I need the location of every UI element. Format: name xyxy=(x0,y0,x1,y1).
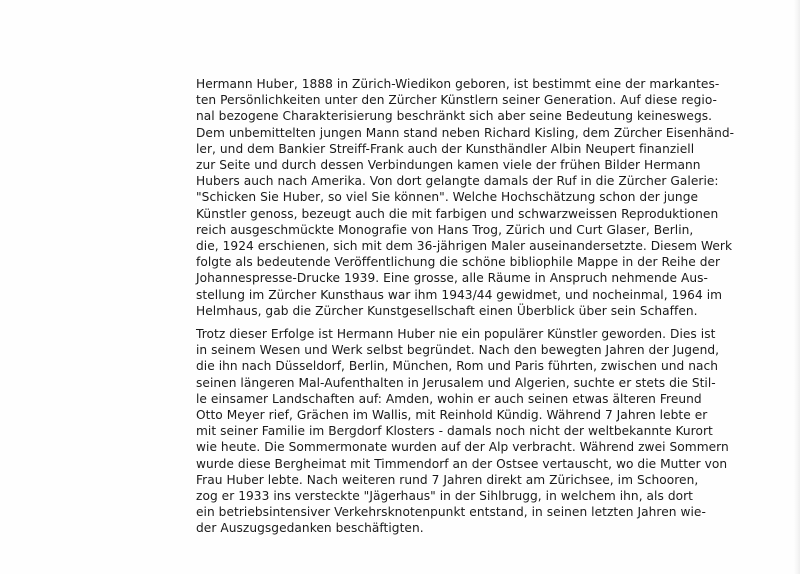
text-line: Otto Meyer rief, Grächen im Wallis, mit Reinhold Kündig. Während 7 Jahren lebte er xyxy=(196,408,708,423)
text-line: wie heute. Die Sommermonate wurden auf der Alp verbracht. Während zwei Sommern xyxy=(196,440,729,455)
text-line: ein betriebsintensiver Verkehrsknotenpunkt entstand, in seinen letzten Jahren wie- xyxy=(196,505,706,520)
text-line: ten Persönlichkeiten unter den Zürcher Künstlern seiner Generation. Auf diese regio- xyxy=(196,93,718,108)
text-line: seinen längeren Mal-Aufenthalten in Jerusalem und Algerien, suchte er stets die Stil- xyxy=(196,375,716,390)
text-line: folgte als bedeutende Veröffentlichung die schöne bibliophile Mappe in der Reihe der xyxy=(196,255,721,270)
text-line: Dem unbemittelten jungen Mann stand neben Richard Kisling, dem Zürcher Eisenhänd- xyxy=(196,125,735,140)
text-line: mit seiner Familie im Bergdorf Klosters - damals noch nicht der weltbekannte Kurort xyxy=(196,424,713,439)
text-line: "Schicken Sie Huber, so viel Sie können". Welche Hochschätzung schon der junge xyxy=(196,190,699,205)
text-line: Trotz dieser Erfolge ist Hermann Huber nie ein populärer Künstler geworden. Dies ist xyxy=(196,327,716,342)
text-line: Helmhaus, gab die Zürcher Kunstgesellschaft einen Überblick über sein Schaffen. xyxy=(196,303,698,318)
text-line: Frau Huber lebte. Nach weiteren rund 7 Jahren direkt am Zürichsee, im Schooren, xyxy=(196,472,699,487)
text-line: Künstler genoss, bezeugt auch die mit farbigen und schwarzweissen Reproduktionen xyxy=(196,206,719,221)
paragraph-1 xyxy=(196,76,736,319)
paragraph-2 xyxy=(196,326,736,537)
text-line: Johannespresse-Drucke 1939. Eine grosse, alle Räume in Anspruch nehmende Aus- xyxy=(196,271,708,286)
text-line: nal bezogene Charakterisierung beschränkt sich aber seine Bedeutung keineswegs. xyxy=(196,109,713,124)
body-text xyxy=(196,76,736,537)
text-line: der Auszugsgedanken beschäftigten. xyxy=(196,521,424,536)
text-line: zur Seite und durch dessen Verbindungen kamen viele der frühen Bilder Hermann xyxy=(196,158,701,173)
text-line: die ihn nach Düsseldorf, Berlin, München, Rom und Paris führten, zwischen und nach xyxy=(196,359,719,374)
text-line: Hubers auch nach Amerika. Von dort gelangte damals der Ruf in die Zürcher Galerie: xyxy=(196,174,719,189)
text-line: reich ausgeschmückte Monografie von Hans Trog, Zürich und Curt Glaser, Berlin, xyxy=(196,222,694,237)
text-line: die, 1924 erschienen, sich mit dem 36-jährigen Maler auseinandersetzte. Diesem Werk xyxy=(196,239,733,254)
text-line: zog er 1933 ins versteckte "Jägerhaus" in der Sihlbrugg, in welchem ihn, als dort xyxy=(196,489,693,504)
text-line: le einsamer Landschaften auf: Amden, wohin er auch seinen etwas älteren Freund xyxy=(196,391,702,406)
text-line: ler, und dem Bankier Streiff-Frank auch der Kunsthändler Albin Neupert finanziell xyxy=(196,141,695,156)
text-line: wurde diese Bergheimat mit Timmendorf an der Ostsee vertauscht, wo die Mutter von xyxy=(196,456,728,471)
text-line: Hermann Huber, 1888 in Zürich-Wiedikon geboren, ist bestimmt eine der markantes- xyxy=(196,77,720,91)
page-edge-shadow xyxy=(794,0,800,574)
text-line: in seinem Wesen und Werk selbst begründet. Nach den bewegten Jahren der Jugend, xyxy=(196,343,720,358)
text-line: stellung im Zürcher Kunsthaus war ihm 1943/44 gewidmet, und nocheinmal, 1964 im xyxy=(196,287,723,302)
